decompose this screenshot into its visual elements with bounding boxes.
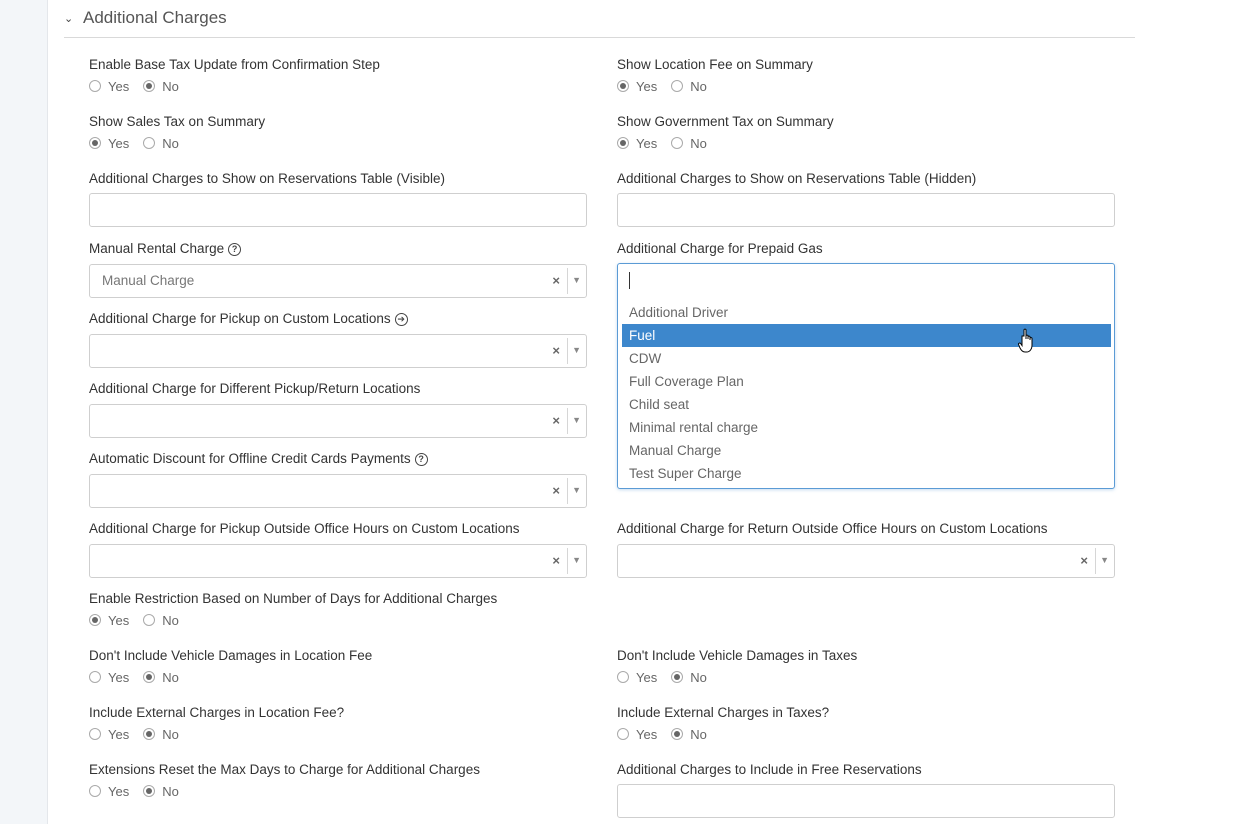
select-divider <box>567 408 568 434</box>
radio-label: No <box>690 726 707 742</box>
radio-button[interactable] <box>617 80 629 92</box>
select-divider <box>1095 548 1096 574</box>
radio-button[interactable] <box>671 80 683 92</box>
radio-no[interactable] <box>143 136 179 151</box>
select-divider <box>567 548 568 574</box>
clear-x-icon[interactable]: × <box>552 273 560 288</box>
field-label <box>89 450 587 468</box>
field-extensions-reset <box>89 761 587 799</box>
section-title: Additional Charges <box>83 8 227 27</box>
radio-group <box>617 669 1115 685</box>
radio-yes[interactable] <box>89 727 129 742</box>
radio-yes[interactable] <box>617 727 657 742</box>
field-label: Additional Charges to Include in Free Reservations <box>617 762 922 777</box>
left-sidebar-gutter <box>0 0 48 824</box>
radio-group <box>617 726 1115 742</box>
help-icon[interactable]: ? <box>415 453 428 466</box>
radio-label: Yes <box>108 78 130 94</box>
radio-group <box>89 726 587 742</box>
return-outside-hours-select[interactable] <box>617 544 1115 578</box>
field-charges-hidden <box>617 170 1115 227</box>
radio-label: No <box>162 135 179 151</box>
pickup-outside-hours-select[interactable] <box>89 544 587 578</box>
select-divider <box>567 338 568 364</box>
dropdown-option[interactable]: Additional Driver <box>629 305 729 320</box>
field-label: Extensions Reset the Max Days to Charge for Additional Charges <box>89 762 480 777</box>
field-sales-tax-summary <box>89 113 587 151</box>
caret-down-icon[interactable]: ▼ <box>572 275 581 285</box>
dropdown-option[interactable]: Test Super Charge <box>629 466 742 481</box>
field-return-outside-hours <box>617 520 1115 578</box>
radio-no[interactable] <box>143 784 179 799</box>
radio-no[interactable] <box>143 613 179 628</box>
field-location-fee-summary <box>617 56 1115 94</box>
dropdown-option[interactable]: Minimal rental charge <box>629 420 759 435</box>
field-label: Additional Charges to Show on Reservations Table (Visible) <box>89 171 445 186</box>
free-reservations-input[interactable] <box>617 784 1115 818</box>
field-restriction-days <box>89 590 689 628</box>
radio-yes[interactable] <box>617 79 657 94</box>
field-label: Include External Charges in Location Fee? <box>89 705 345 720</box>
radio-button[interactable] <box>671 671 683 683</box>
radio-button[interactable] <box>89 80 101 92</box>
field-label: Additional Charge for Return Outside Office Hours on Custom Locations <box>617 521 1048 536</box>
section-header-additional-charges[interactable] <box>64 6 1135 38</box>
charges-hidden-input[interactable] <box>617 193 1115 227</box>
field-label <box>89 310 587 328</box>
field-label: Include External Charges in Taxes? <box>617 705 830 720</box>
radio-button[interactable] <box>671 137 683 149</box>
dropdown-search-caret[interactable] <box>629 272 630 289</box>
field-label: Additional Charges to Show on Reservations Table (Hidden) <box>617 171 977 186</box>
radio-button[interactable] <box>617 671 629 683</box>
radio-label: No <box>162 726 179 742</box>
clear-x-icon[interactable]: × <box>552 413 560 428</box>
caret-down-icon[interactable]: ▼ <box>572 485 581 495</box>
field-free-reservations <box>617 761 1115 818</box>
radio-button[interactable] <box>617 728 629 740</box>
radio-yes[interactable] <box>89 784 129 799</box>
radio-label: Yes <box>108 612 130 628</box>
field-label: Enable Restriction Based on Number of Days for Additional Charges <box>89 591 498 606</box>
radio-label: No <box>162 669 179 685</box>
field-label: Additional Charge for Prepaid Gas <box>617 241 823 256</box>
radio-button[interactable] <box>89 785 101 797</box>
field-label <box>89 240 587 258</box>
chevron-down-icon[interactable]: ⌄ <box>64 13 74 25</box>
radio-button[interactable] <box>143 785 155 797</box>
field-label: Show Sales Tax on Summary <box>89 114 266 129</box>
select-divider <box>567 478 568 504</box>
field-base-tax-update <box>89 56 587 94</box>
radio-yes[interactable] <box>89 670 129 685</box>
field-label: Show Location Fee on Summary <box>617 57 813 72</box>
radio-group <box>617 135 1115 151</box>
caret-down-icon[interactable]: ▼ <box>572 415 581 425</box>
field-government-tax-summary <box>617 113 1115 151</box>
radio-label: Yes <box>636 78 658 94</box>
clear-x-icon[interactable]: × <box>552 553 560 568</box>
radio-group <box>89 783 587 799</box>
dropdown-option-highlighted[interactable]: Fuel <box>622 324 1111 347</box>
clear-x-icon[interactable]: × <box>552 343 560 358</box>
radio-no[interactable] <box>143 670 179 685</box>
clear-x-icon[interactable]: × <box>1080 553 1088 568</box>
field-damages-taxes <box>617 647 1115 685</box>
radio-label: Yes <box>108 726 130 742</box>
radio-label: No <box>690 135 707 151</box>
radio-label: Yes <box>108 669 130 685</box>
radio-group <box>89 78 587 94</box>
select-value: Manual Charge <box>102 273 195 288</box>
caret-down-icon[interactable]: ▼ <box>572 555 581 565</box>
field-pickup-outside-hours <box>89 520 587 578</box>
radio-yes[interactable] <box>617 136 657 151</box>
dropdown-option[interactable]: Manual Charge <box>629 443 722 458</box>
radio-button[interactable] <box>671 728 683 740</box>
field-prepaid-gas <box>617 240 1115 258</box>
pickup-custom-locations-select[interactable] <box>89 334 587 368</box>
dropdown-option[interactable]: CDW <box>629 351 662 366</box>
radio-button[interactable] <box>89 671 101 683</box>
offline-cc-discount-select[interactable] <box>89 474 587 508</box>
field-pickup-custom-locations <box>89 310 587 368</box>
radio-yes[interactable] <box>89 79 129 94</box>
field-external-location-fee <box>89 704 587 742</box>
radio-group <box>89 669 587 685</box>
radio-yes[interactable] <box>89 136 129 151</box>
select-divider <box>567 268 568 294</box>
caret-down-icon[interactable]: ▼ <box>572 345 581 355</box>
radio-label: No <box>162 78 179 94</box>
field-label: Show Government Tax on Summary <box>617 114 834 129</box>
prepaid-gas-dropdown[interactable] <box>617 263 1115 489</box>
radio-no[interactable] <box>671 670 707 685</box>
radio-label: No <box>162 783 179 799</box>
radio-yes[interactable] <box>89 613 129 628</box>
radio-label: Yes <box>636 726 658 742</box>
field-label-text: Automatic Discount for Offline Credit Cards Payments <box>89 451 411 466</box>
radio-yes[interactable] <box>617 670 657 685</box>
radio-button[interactable] <box>143 614 155 626</box>
field-label: Additional Charge for Pickup Outside Office Hours on Custom Locations <box>89 521 520 536</box>
radio-label: No <box>690 78 707 94</box>
caret-down-icon[interactable]: ▼ <box>1100 555 1109 565</box>
radio-group <box>89 612 689 628</box>
arrow-right-circle-icon[interactable]: ➔ <box>395 313 408 326</box>
dropdown-option[interactable]: Full Coverage Plan <box>629 374 744 389</box>
field-label-text: Additional Charge for Pickup on Custom Locations <box>89 311 391 326</box>
help-icon[interactable]: ? <box>228 243 241 256</box>
radio-label: Yes <box>108 135 130 151</box>
radio-button[interactable] <box>143 80 155 92</box>
radio-group <box>617 78 1115 94</box>
different-locations-select[interactable] <box>89 404 587 438</box>
field-offline-cc-discount <box>89 450 587 508</box>
radio-no[interactable] <box>671 727 707 742</box>
field-manual-rental-charge <box>89 240 587 298</box>
radio-no[interactable] <box>671 136 707 151</box>
radio-label: Yes <box>636 669 658 685</box>
field-external-taxes <box>617 704 1115 742</box>
field-charges-visible <box>89 170 587 227</box>
manual-rental-charge-select[interactable] <box>89 264 587 298</box>
field-label-text: Manual Rental Charge <box>89 241 225 256</box>
field-different-locations <box>89 380 587 438</box>
radio-button[interactable] <box>89 728 101 740</box>
radio-button[interactable] <box>143 671 155 683</box>
radio-no[interactable] <box>143 79 179 94</box>
radio-button[interactable] <box>143 137 155 149</box>
field-label: Additional Charge for Different Pickup/Return Locations <box>89 381 421 396</box>
radio-label: Yes <box>108 783 130 799</box>
radio-button[interactable] <box>89 614 101 626</box>
clear-x-icon[interactable]: × <box>552 483 560 498</box>
field-damages-location-fee <box>89 647 587 685</box>
radio-no[interactable] <box>671 79 707 94</box>
field-label: Don't Include Vehicle Damages in Taxes <box>617 648 858 663</box>
hand-pointer-icon <box>1018 328 1038 354</box>
radio-label: Yes <box>636 135 658 151</box>
radio-label: No <box>162 612 179 628</box>
dropdown-option[interactable]: Child seat <box>629 397 690 412</box>
radio-group <box>89 135 587 151</box>
charges-visible-input[interactable] <box>89 193 587 227</box>
radio-no[interactable] <box>143 727 179 742</box>
radio-label: No <box>690 669 707 685</box>
field-label: Enable Base Tax Update from Confirmation Step <box>89 57 380 72</box>
field-label: Don't Include Vehicle Damages in Location Fee <box>89 648 373 663</box>
radio-button[interactable] <box>89 137 101 149</box>
radio-button[interactable] <box>143 728 155 740</box>
radio-button[interactable] <box>617 137 629 149</box>
